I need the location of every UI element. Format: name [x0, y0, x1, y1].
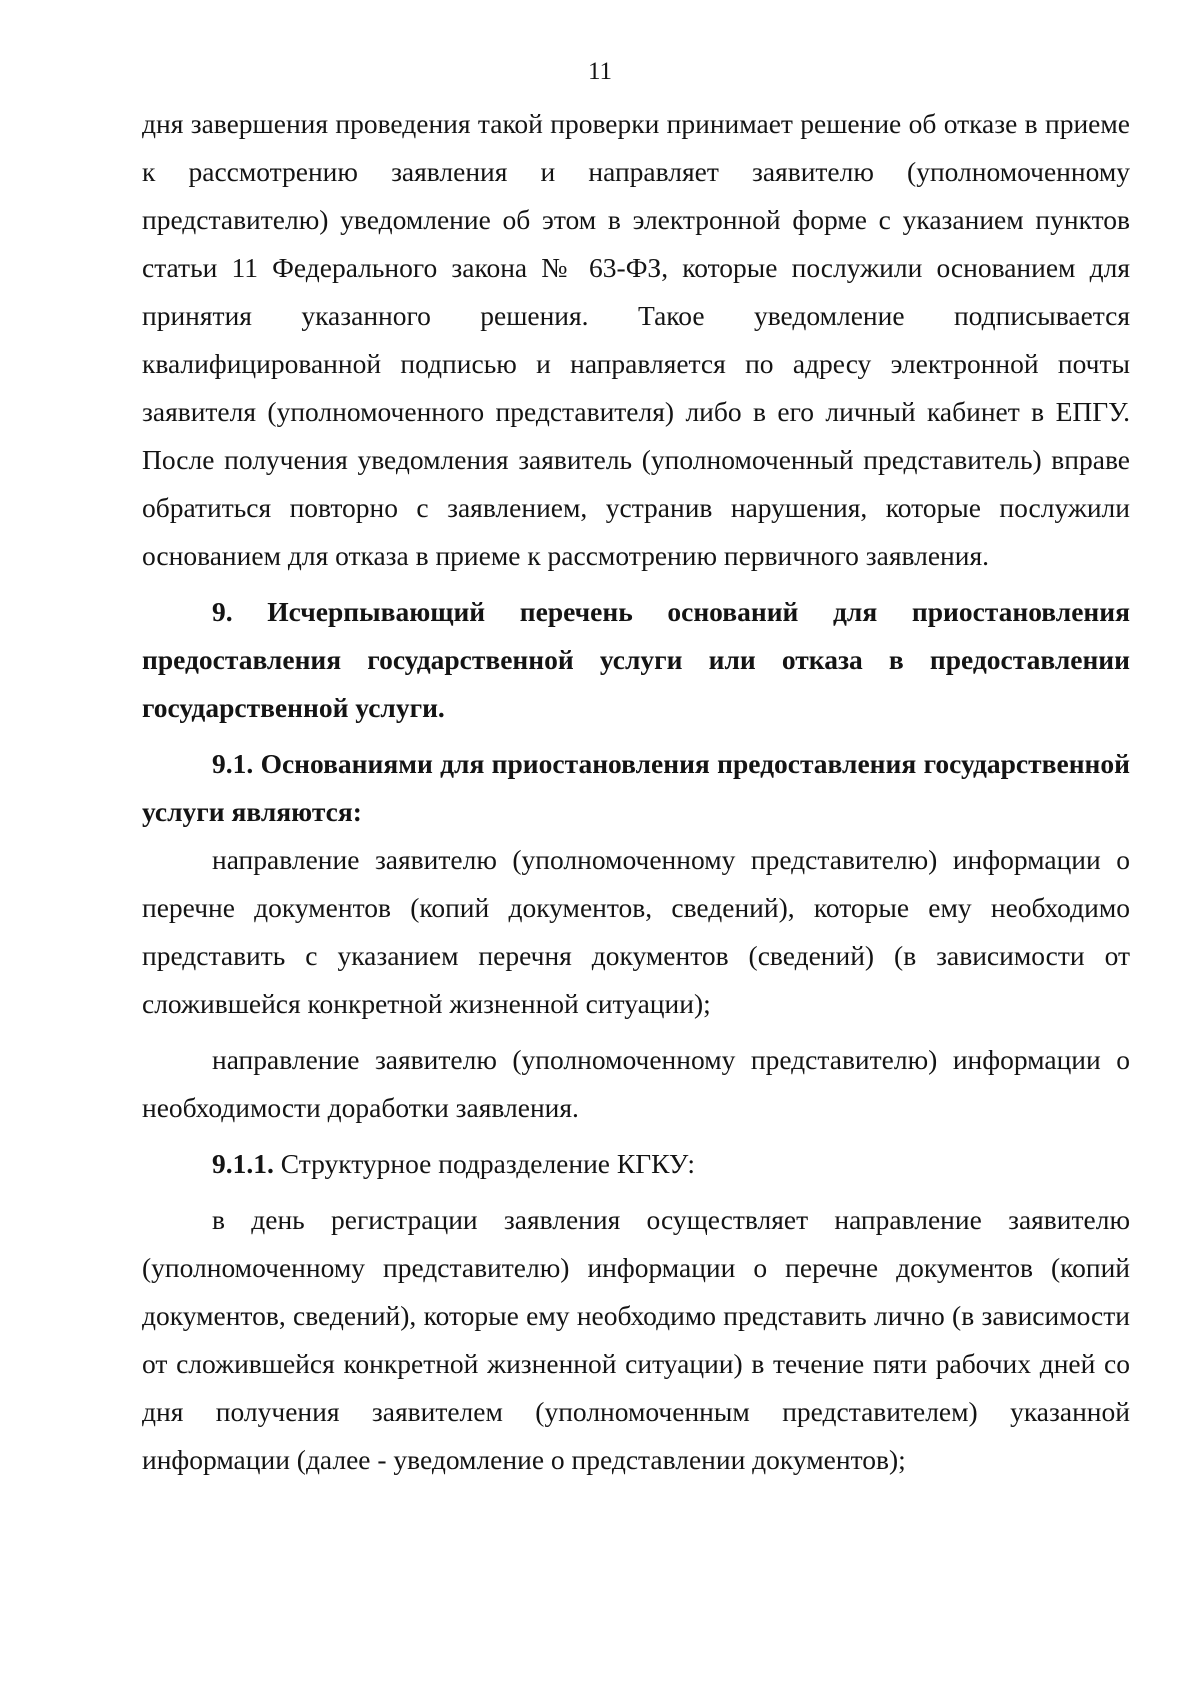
heading-section-9: 9. Исчерпывающий перечень оснований для приостановления предоставления государственной услуги или отказа в предоставлении государственной услуги. [142, 596, 1130, 723]
paragraph-revision-notice: направление заявителю (уполномоченному представителю) информации о необходимости доработки заявления. [142, 1044, 1130, 1123]
paragraph-refusal-notice: дня завершения проведения такой проверки принимает решение об отказе в приеме к рассмотрению заявления и направляет заявителю (уполномоченному представителю) уведомление об этом в электронной форме с указанием пунктов статьи 11 Федерального закона № 63-ФЗ, которые послужили основанием для принятия указанного решения. Такое уведомление подписывается квалифицированной подписью и направляется по адресу электронной почты заявителя (уполномоченного представителя) либо в его личный кабинет в ЕПГУ. После получения уведомления заявитель (уполномоченный представитель) вправе обратиться повторно с заявлением, устранив нарушения, которые послужили основанием для отказа в приеме к рассмотрению первичного заявления. [142, 108, 1130, 571]
paragraph-section-9-1-1 [142, 1140, 1130, 1188]
paragraph-registration-day: в день регистрации заявления осуществляет направление заявителю (уполномоченному представителю) информации о перечне документов (копий документов, сведений), которые ему необходимо представить лично (в зависимости от сложившейся конкретной жизненной ситуации) в течение пяти рабочих дней со дня получения заявителем (уполномоченным представителем) указанной информации (далее - уведомление о представлении документов); [142, 1204, 1130, 1475]
paragraph-documents-list: направление заявителю (уполномоченному представителю) информации о перечне документов (копий документов, сведений), которые ему необходимо представить с указанием перечня документов (сведений) (в зависимости от сложившейся конкретной жизненной ситуации); [142, 844, 1130, 1019]
section-9-1-1-text: Структурное подразделение КГКУ: [273, 1148, 695, 1179]
document-body [142, 100, 1130, 1484]
section-9-1-1-number: 9.1.1. [212, 1148, 274, 1179]
page-number: 11 [587, 58, 613, 85]
heading-section-9-1: 9.1. Основаниями для приостановления предоставления государственной услуги являются: [142, 748, 1130, 827]
